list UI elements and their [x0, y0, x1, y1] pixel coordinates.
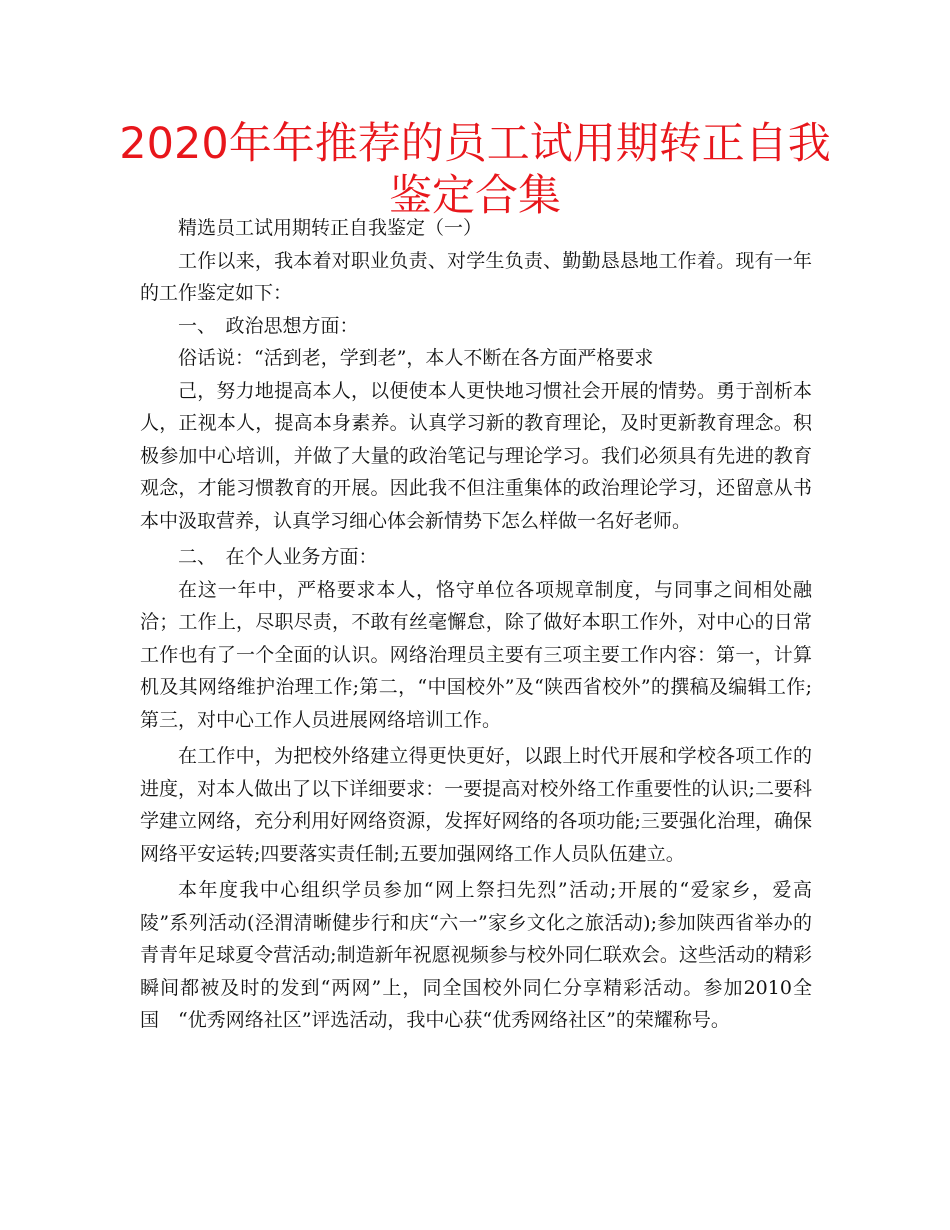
paragraph-subtitle: 精选员工试用期转正自我鉴定（一） — [178, 217, 483, 239]
document-title: 2020年年推荐的员工试用期转正自我鉴定合集 — [119, 119, 831, 221]
paragraph-business-detail: 在这一年中，严格要求本人，恪守单位各项规章制度，与同事之间相处融洽；工作上，尽职尽责，不敢有丝毫懈怠，除了做好本职工作外，对中心的日常工作也有了一个全面的认识。网络治理员主要有三项主要工作内容：第一，计算机及其网络维护治理工作;第二，“中国校外”及“陕西省校外”的撰稿及编辑工作;第三，对中心工作人员进展网络培训工作。 — [140, 578, 812, 731]
document-body — [140, 212, 812, 1037]
paragraph-political-detail: 己，努力地提高本人，以便使本人更快地习惯社会开展的情势。勇于剖析本人，正视本人，提高本身素养。认真学习新的教育理论，及时更新教育理念。积极参加中心培训，并做了大量的政治笔记与理论学习。我们必须具有先进的教育观念，才能习惯教育的开展。因此我不但注重集体的政治理论学习，还留意从书本中汲取营养，认真学习细心体会新情势下怎么样做一名好老师。 — [140, 379, 812, 532]
paragraph-proverb: 俗话说：“活到老，学到老”，本人不断在各方面严格要求 — [178, 347, 654, 369]
paragraph-network-requirements: 在工作中，为把校外络建立得更快更好，以跟上时代开展和学校各项工作的进度，对本人做出了以下详细要求：一要提高对校外络工作重要性的认识;二要科学建立网络，充分利用好网络资源，发挥好网络的各项功能;三要强化治理，确保网络平安运转;四要落实责任制;五要加强网络工作人员队伍建立。 — [140, 745, 812, 865]
paragraph-activities: 本年度我中心组织学员参加“网上祭扫先烈”活动;开展的“爱家乡，爱高陵”系列活动(泾渭清晰健步行和庆“六一”家乡文化之旅活动);参加陕西省举办的青青年足球夏令营活动;制造新年祝愿视频参与校外同仁联欢会。这些活动的精彩瞬间都被及时的发到“两网”上，同全国校外同仁分享精彩活动。参加2010全国 “优秀网络社区”评选活动，我中心获“优秀网络社区”的荣耀称号。 — [140, 879, 812, 1031]
section-heading-business: 二、 在个人业务方面： — [178, 546, 378, 568]
paragraph-intro: 工作以来，我本着对职业负责、对学生负责、勤勤恳恳地工作着。现有一年的工作鉴定如下： — [140, 249, 812, 304]
section-heading-political: 一、 政治思想方面： — [178, 314, 359, 337]
